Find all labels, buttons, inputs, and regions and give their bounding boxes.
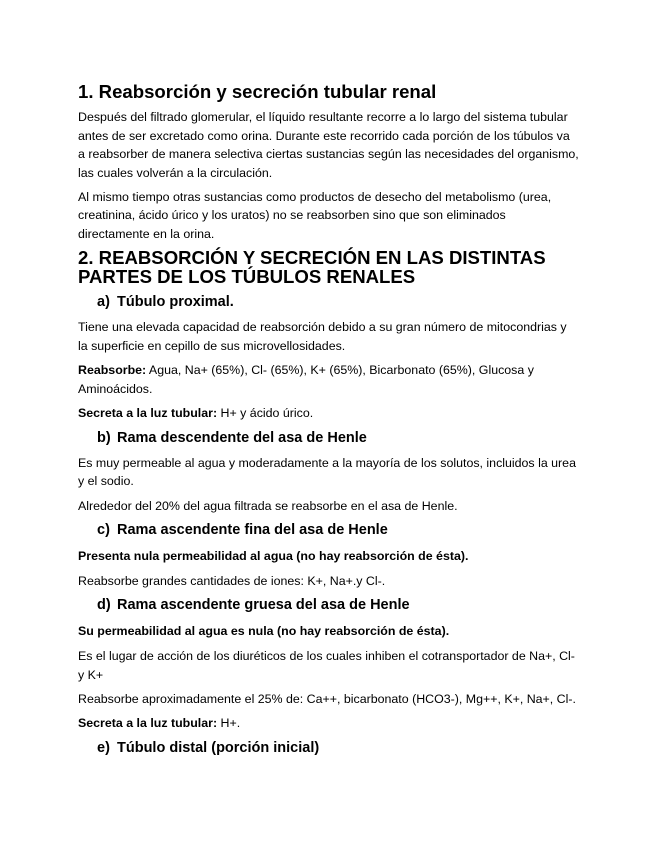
subheading-title: Rama ascendente gruesa del asa de Henle <box>117 597 410 614</box>
paragraph-tubulo-proximal: Tiene una elevada capacidad de reabsorción debido a su gran número de mitocondrias y la superficie en cepillo de sus microvellosidades. <box>78 320 567 353</box>
list-letter: c) <box>97 522 110 539</box>
list-letter: d) <box>97 597 111 614</box>
list-letter: e) <box>97 739 110 756</box>
subheading-title: Túbulo proximal. <box>117 294 234 311</box>
text-reabsorbe: Agua, Na+ (65%), Cl- (65%), K+ (65%), Bicarbonato (65%), Glucosa y Aminoácidos. <box>78 363 534 396</box>
label-secreta: Secreta a la luz tubular: <box>78 406 218 421</box>
subheading-title: Rama descendente del asa de Henle <box>117 429 367 446</box>
paragraph-25-porciento: Reabsorbe aproximadamente el 25% de: Ca++, bicarbonato (HCO3-), Mg++, K+, Na+, Cl-. <box>78 691 576 706</box>
label-reabsorbe: Reabsorbe: <box>78 363 147 378</box>
paragraph-filtrado: Después del filtrado glomerular, el líquido resultante recorre a lo largo del sistema tubular antes de ser excretado como orina. Durante este recorrido cada porción de los túbulos va a reabsorber de manera selectiva ciertas sustancias según las necesidades del organismo, las cuales volverán a la circulación. <box>78 110 579 180</box>
paragraph-iones: Reabsorbe grandes cantidades de iones: K+, Na+.y Cl-. <box>78 573 386 588</box>
paragraph-secreta-h <box>78 714 579 732</box>
paragraph-20-porciento: Alrededor del 20% del agua filtrada se reabsorbe en el asa de Henle. <box>78 498 458 513</box>
paragraph-nula-permeabilidad: Presenta nula permeabilidad al agua (no hay reabsorción de ésta). <box>78 548 469 563</box>
paragraph-reabsorbe <box>78 361 579 398</box>
subheading-rama-ascendente-fina <box>97 521 579 539</box>
paragraph-secreta <box>78 404 579 422</box>
list-letter: b) <box>97 429 111 446</box>
subheading-rama-descendente <box>97 429 579 447</box>
heading-reabsorcion-secrecion: 1. Reabsorción y secreción tubular renal <box>78 81 437 102</box>
subheading-rama-ascendente-gruesa <box>97 596 579 614</box>
paragraph-desecho: Al mismo tiempo otras sustancias como productos de desecho del metabolismo (urea, creatinina, ácido úrico y los uratos) no se reabsorben sino que son eliminados directamente en la orina. <box>78 190 552 241</box>
subheading-title: Túbulo distal (porción inicial) <box>117 739 320 756</box>
text-secreta: H+ y ácido úrico. <box>217 406 314 421</box>
subheading-tubulo-distal <box>97 739 579 757</box>
label-secreta: Secreta a la luz tubular: <box>78 716 218 731</box>
paragraph-permeabilidad-nula: Su permeabilidad al agua es nula (no hay reabsorción de ésta). <box>78 623 450 638</box>
paragraph-permeable: Es muy permeable al agua y moderadamente a la mayoría de los solutos, incluidos la urea y el sodio. <box>78 455 576 489</box>
heading-partes-tubulos: 2. REABSORCIÓN Y SECRECIÓN EN LAS DISTINTAS PARTES DE LOS TÚBULOS RENALES <box>78 247 546 287</box>
subheading-tubulo-proximal <box>97 293 579 311</box>
list-letter: a) <box>97 294 110 311</box>
paragraph-diureticos: Es el lugar de acción de los diuréticos de los cuales inhiben el cotransportador de Na+, Cl- y K+ <box>78 649 575 682</box>
subheading-title: Rama ascendente fina del asa de Henle <box>117 522 388 539</box>
text-secreta: H+. <box>217 716 241 731</box>
